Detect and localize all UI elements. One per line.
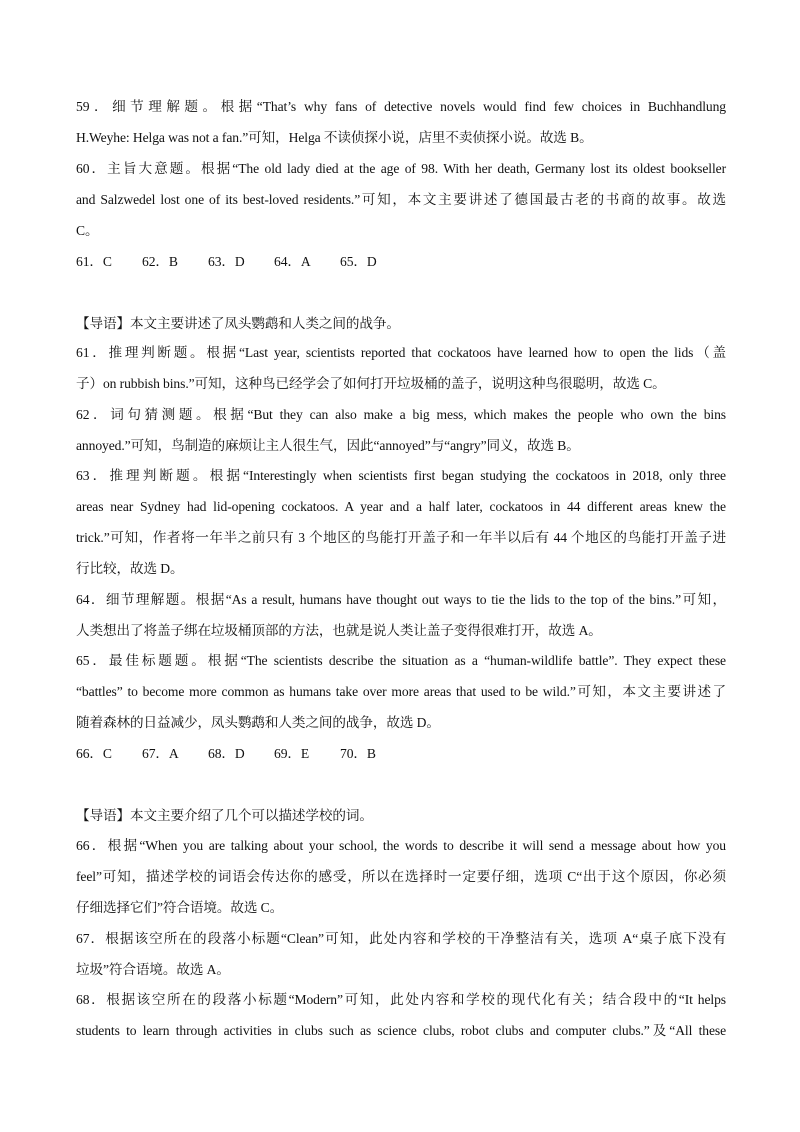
text-line: 64．细节理解题。根据“As a result, humans have thought out ways to tie the lids to the top of the bins.”可知， bbox=[76, 592, 726, 607]
text-line: 66．根据“When you are talking about your school, the words to describe it will send a message about how you bbox=[76, 838, 726, 853]
answer-item: 62．B bbox=[142, 254, 178, 269]
text-line: 仔细选择它们”符合语境。故选 C。 bbox=[76, 900, 284, 915]
answer-item: 69．E bbox=[274, 746, 310, 761]
text-line: H.Weyhe: Helga was not a fan.”可知，Helga 不读侦探小说，店里不卖侦探小说。故选 B。 bbox=[76, 130, 593, 145]
text-line: 62．词句猜测题。根据“But they can also make a big mess, which makes the people who own the bins bbox=[76, 407, 726, 422]
text-line: “battles” to become more common as humans take over more areas that used to be wild.”可知，本文主要讲述了 bbox=[76, 684, 726, 699]
text-line: 人类想出了将盖子绑在垃圾桶顶部的方法，也就是说人类让盖子变得很难打开，故选 A。 bbox=[76, 623, 602, 638]
text-line: C。 bbox=[76, 223, 99, 238]
text-line: annoyed.”可知，鸟制造的麻烦让主人很生气，因此“annoyed”与“angry”同义，故选 B。 bbox=[76, 438, 580, 453]
text-line: 67．根据该空所在的段落小标题“Clean”可知，此处内容和学校的干净整洁有关，选项 A“桌子底下没有 bbox=[76, 931, 726, 946]
text-line: feel”可知，描述学校的词语会传达你的感受，所以在选择时一定要仔细，选项 C“出于这个原因，你必须 bbox=[76, 869, 726, 884]
answer-item: 64．A bbox=[274, 254, 311, 269]
answer-item: 61．C bbox=[76, 254, 112, 269]
text-line: students to learn through activities in clubs such as science clubs, robot clubs and computer clubs.”及“All these bbox=[76, 1023, 726, 1038]
text-line: 65．最佳标题题。根据“The scientists describe the situation as a “human-wildlife battle”. They expect these bbox=[76, 653, 726, 668]
text-line: 子）on rubbish bins.”可知，这种鸟已经学会了如何打开垃圾桶的盖子，说明这种鸟很聪明，故选 C。 bbox=[76, 376, 666, 391]
text-line: 60．主旨大意题。根据“The old lady died at the age of 98. With her death, Germany lost its oldest bookseller bbox=[76, 161, 726, 176]
text-line: 垃圾”符合语境。故选 A。 bbox=[76, 962, 230, 977]
section-intro: 【导语】本文主要讲述了凤头鹦鹉和人类之间的战争。 bbox=[76, 316, 400, 331]
answer-row bbox=[76, 744, 726, 764]
section-intro: 【导语】本文主要介绍了几个可以描述学校的词。 bbox=[76, 808, 373, 823]
text-line: 59．细节理解题。根据“That’s why fans of detective novels would find few choices in Buchhandlung bbox=[76, 99, 726, 114]
answer-item: 68．D bbox=[208, 746, 245, 761]
answer-item: 70．B bbox=[340, 746, 376, 761]
text-line: 63．推理判断题。根据“Interestingly when scientists first began studying the cockatoos in 2018, only three bbox=[76, 468, 726, 483]
answer-row bbox=[76, 252, 726, 272]
answer-item: 63．D bbox=[208, 254, 245, 269]
text-line: trick.”可知，作者将一年半之前只有 3 个地区的鸟能打开盖子和一年半以后有 44 个地区的鸟能打开盖子进 bbox=[76, 530, 726, 545]
text-line: 68．根据该空所在的段落小标题“Modern”可知，此处内容和学校的现代化有关；结合段中的“It helps bbox=[76, 992, 726, 1007]
text-line: 61．推理判断题。根据“Last year, scientists reported that cockatoos have learned how to open the lids（盖 bbox=[76, 345, 726, 360]
text-line: 行比较，故选 D。 bbox=[76, 561, 184, 576]
answer-item: 67．A bbox=[142, 746, 179, 761]
text-line: 随着森林的日益减少，凤头鹦鹉和人类之间的战争，故选 D。 bbox=[76, 715, 440, 730]
answer-item: 66．C bbox=[76, 746, 112, 761]
answer-item: 65．D bbox=[340, 254, 377, 269]
text-line: and Salzwedel lost one of its best-loved residents.”可知，本文主要讲述了德国最古老的书商的故事。故选 bbox=[76, 192, 726, 207]
text-line: areas near Sydney had lid-opening cockatoos. A year and a half later, cockatoos in 44 different areas knew the bbox=[76, 499, 726, 514]
